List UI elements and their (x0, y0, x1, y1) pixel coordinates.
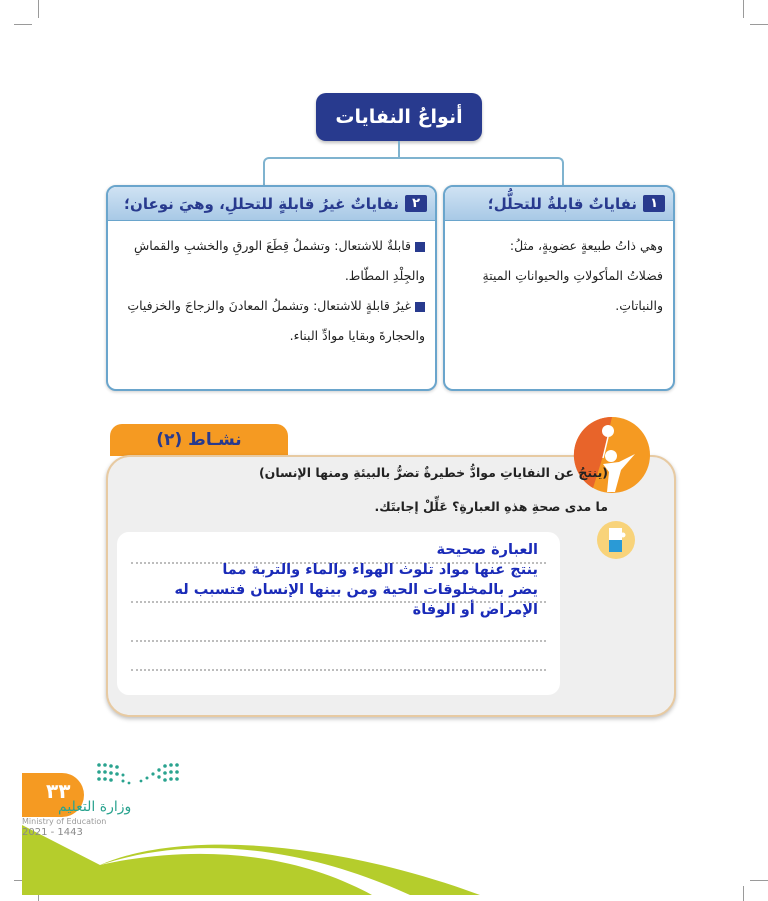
crop-mark (38, 0, 39, 18)
ministry-logo-icon (96, 762, 182, 788)
connector-line (263, 157, 564, 187)
connector-line (398, 141, 400, 158)
card-line: والحجارةَ وبقايا موادِّ البناء. (289, 328, 425, 343)
answer-line (131, 640, 546, 642)
card-heading: نفاياتٌ غيرُ قابلةٍ للتحللِ، وهيَ نوعان؛ (124, 194, 400, 213)
answer-line (131, 669, 546, 671)
ministry-name-english: Ministry of Education (22, 817, 107, 826)
answer-area[interactable] (117, 532, 560, 695)
activity-icon (573, 416, 651, 494)
card-header (108, 187, 435, 221)
card-line: فضلاتُ المأكولاتِ والحيواناتِ الميتةِ (482, 268, 663, 283)
handwritten-answer: العبارة صحيحة ينتج عنها مواد تلوث الهواء والماء والتربة مما يضر بالمخلوقات الحية ومن بينها الإنسان فتسبب له الإمراض أو الوفاة (174, 542, 538, 618)
crop-mark (750, 24, 768, 25)
activity-label: نشـاط (٢) (110, 424, 288, 456)
page-number: ٣٣ (46, 779, 71, 803)
ministry-name-arabic: وزارة التعليم (58, 799, 132, 815)
puzzle-icon (596, 520, 636, 560)
card-line: وهي ذاتُ طبيعةٍ عضويةٍ، مثلُ: (509, 238, 663, 253)
crop-mark (743, 886, 744, 901)
card-number: ٢ (405, 195, 427, 212)
card-degradable (443, 185, 675, 391)
crop-mark (14, 24, 32, 25)
card-line: والنباتاتِ. (615, 298, 663, 313)
card-non-degradable (106, 185, 437, 391)
card-heading: نفاياتٌ قابلةٌ للتحلُّل؛ (487, 194, 638, 213)
card-header (445, 187, 673, 221)
square-bullet-icon (415, 302, 425, 312)
edition-year: 2021 - 1443 (22, 827, 83, 838)
crop-mark (750, 880, 768, 881)
card-number: ١ (643, 195, 665, 212)
card-line: والجِلْدِ المطّاط. (344, 268, 425, 283)
square-bullet-icon (415, 242, 425, 252)
crop-mark (743, 0, 744, 18)
activity-question: ما مدى صحةِ هذهِ العبارةِ؟ عَلِّلْ إجابتَك. (374, 499, 608, 514)
activity-statement: (ينتجُ عن النفاياتِ موادُّ خطيرةٌ تضرُّ بالبيئةِ ومنها الإنسان) (258, 465, 608, 480)
card-line: قابلةٌ للاشتعال: وتشملُ قِطَعَ الورقِ والخشبِ والقماشِ (116, 231, 425, 261)
diagram-title: أنواعُ النفايات (316, 93, 482, 141)
card-line: غيرُ قابلةٍ للاشتعال: وتشملُ المعادنَ والزجاجَ والخزفياتِ (116, 291, 425, 321)
